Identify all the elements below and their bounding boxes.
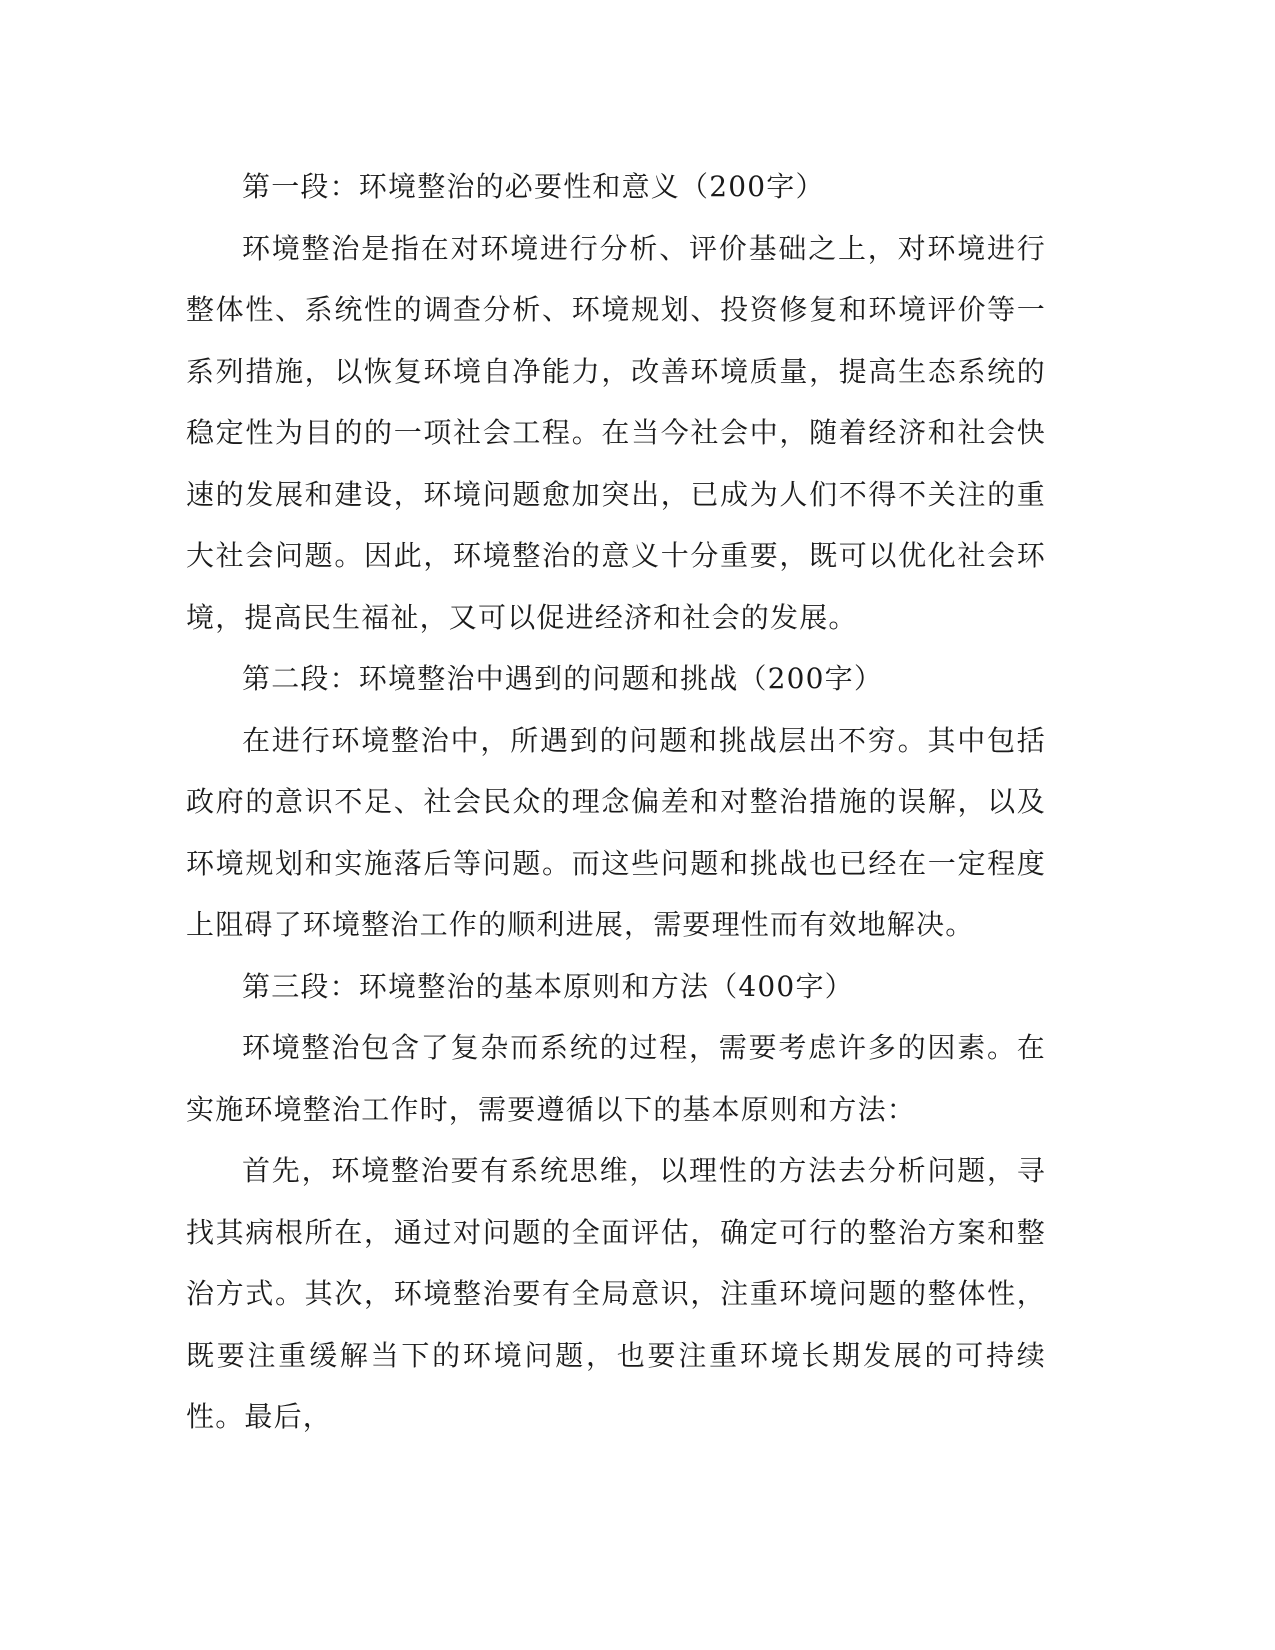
section-heading-2: 第二段：环境整治中遇到的问题和挑战（200字） (242, 662, 884, 695)
section-heading-1: 第一段：环境整治的必要性和意义（200字） (242, 170, 825, 203)
body-paragraph-4: 首先，环境整治要有系统思维，以理性的方法去分析问题，寻找其病根所在，通过对问题的全面评估，确定可行的整治方案和整治方式。其次，环境整治要有全局意识，注重环境问题的整体性，既要注重缓解当下的环境问题，也要注重环境长期发展的可持续性。最后， (186, 1154, 1046, 1433)
body-paragraph-1: 环境整治是指在对环境进行分析、评价基础之上，对环境进行整体性、系统性的调查分析、环境规划、投资修复和环境评价等一系列措施，以恢复环境自净能力，改善环境质量，提高生态系统的稳定性为目的的一项社会工程。在当今社会中，随着经济和社会快速的发展和建设，环境问题愈加突出，已成为人们不得不关注的重大社会问题。因此，环境整治的意义十分重要，既可以优化社会环境，提高民生福祉，又可以促进经济和社会的发展。 (186, 231, 1046, 634)
body-paragraph-2: 在进行环境整治中，所遇到的问题和挑战层出不穷。其中包括政府的意识不足、社会民众的理念偏差和对整治措施的误解，以及环境规划和实施落后等问题。而这些问题和挑战也已经在一定程度上阻碍了环境整治工作的顺利进展，需要理性而有效地解决。 (186, 723, 1046, 941)
body-paragraph-3: 环境整治包含了复杂而系统的过程，需要考虑许多的因素。在实施环境整治工作时，需要遵循以下的基本原则和方法： (186, 1031, 1046, 1126)
section-heading-3: 第三段：环境整治的基本原则和方法（400字） (242, 969, 854, 1003)
document-body (186, 156, 1046, 1448)
